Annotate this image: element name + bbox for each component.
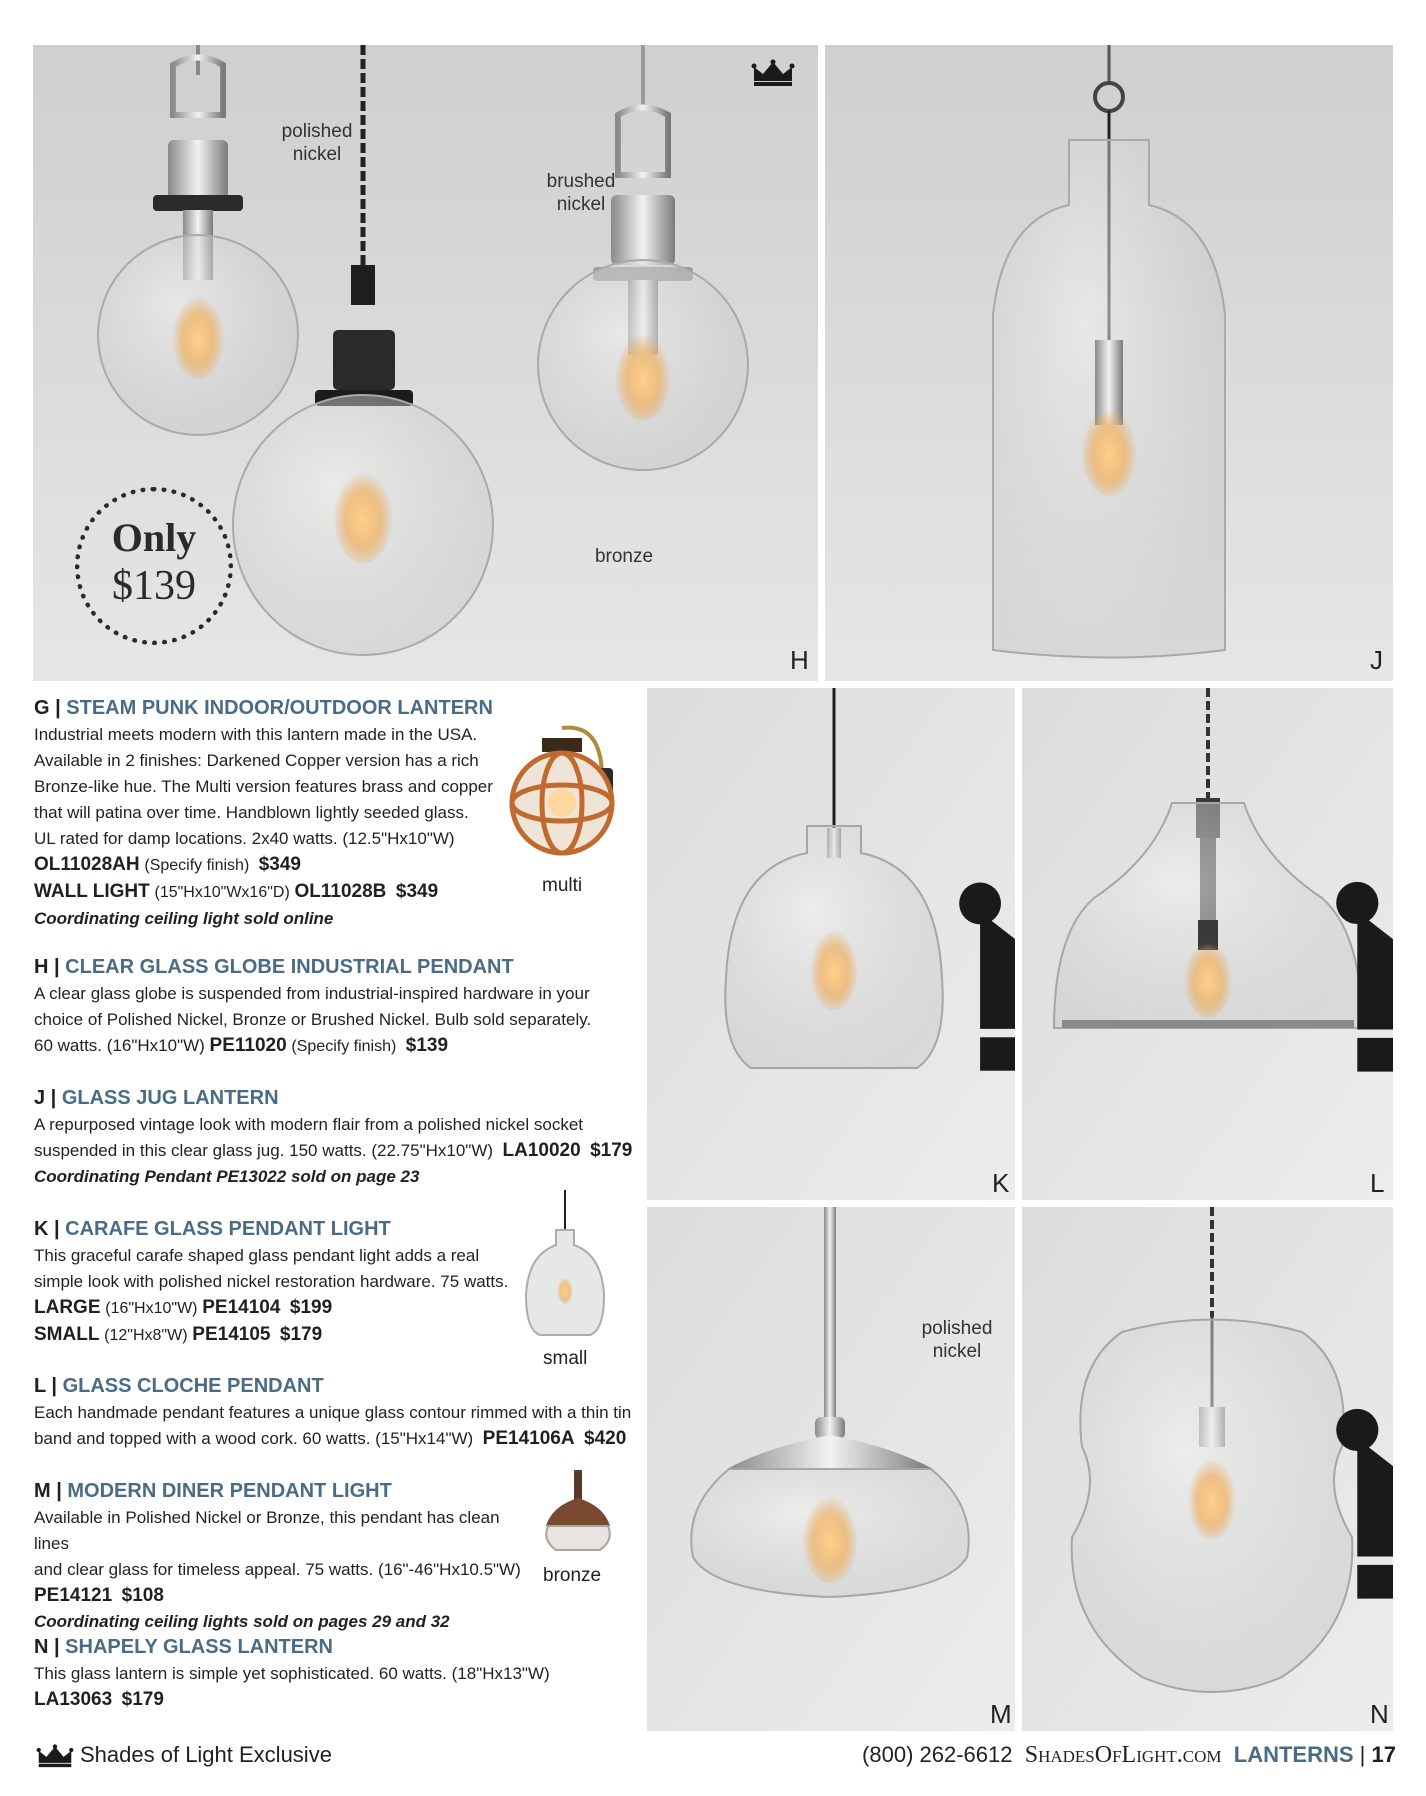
- variant-label: SMALL: [34, 1324, 100, 1345]
- crown-icon: [1332, 706, 1393, 1200]
- finish-label-polished-nickel-m: polished nickel: [921, 1318, 993, 1362]
- product-m: [34, 1477, 534, 1635]
- product-n-desc-line: This glass lantern is simple yet sophisticated. 60 watts. (18"Hx13"W): [34, 1664, 550, 1683]
- photo-k-carafe-pendant: [647, 688, 1015, 1200]
- price: $179: [279, 1324, 323, 1345]
- footer-website[interactable]: ShadesOfLight.com: [1024, 1742, 1222, 1768]
- product-title: CLEAR GLASS GLOBE INDUSTRIAL PENDANT: [65, 956, 514, 978]
- product-letter: K |: [34, 1218, 60, 1240]
- variant-label: WALL LIGHT: [34, 881, 150, 902]
- footer-separator: |: [1359, 1742, 1366, 1767]
- photo-l-cloche-pendant: [1022, 688, 1393, 1200]
- product-h-desc-line: A clear glass globe is suspended from industrial-inspired hardware in your: [34, 984, 590, 1003]
- product-h-desc-line: choice of Polished Nickel, Bronze or Brushed Nickel. Bulb sold separately.: [34, 1010, 592, 1029]
- footer-exclusive-label: Shades of Light Exclusive: [80, 1742, 332, 1767]
- product-title: SHAPELY GLASS LANTERN: [65, 1636, 333, 1658]
- product-n: [34, 1633, 634, 1713]
- footer-page-number: 17: [1371, 1742, 1396, 1767]
- product-k-desc-line: simple look with polished nickel restoration hardware. 75 watts.: [34, 1272, 509, 1291]
- product-g-heading: [34, 694, 494, 722]
- photo-n-shapely-lantern: [1022, 1207, 1393, 1731]
- price: $199: [289, 1297, 333, 1318]
- sku: PE14121: [34, 1585, 113, 1606]
- footer-phone: (800) 262-6612: [862, 1742, 1013, 1767]
- price-badge: [75, 487, 233, 645]
- price: $139: [405, 1035, 449, 1056]
- product-title: MODERN DINER PENDANT LIGHT: [67, 1480, 392, 1502]
- product-l-desc-line: Each handmade pendant features a unique glass contour rimmed with a thin tin: [34, 1403, 632, 1422]
- photo-m-diner-pendant: [647, 1207, 1015, 1731]
- product-m-desc-line: and clear glass for timeless appeal. 75 watts. (16"-46"Hx10.5"W): [34, 1560, 521, 1579]
- product-k-heading: [34, 1215, 514, 1243]
- product-j: [34, 1084, 634, 1190]
- product-g-desc-line: UL rated for damp locations. 2x40 watts. (12.5"Hx10"W): [34, 829, 455, 848]
- crown-icon: [1332, 1227, 1393, 1731]
- product-letter: H |: [34, 956, 60, 978]
- price: $179: [590, 1140, 633, 1161]
- variant-dims: (12"Hx8"W): [104, 1327, 188, 1344]
- product-g-desc-line: that will patina over time. Handblown lightly seeded glass.: [34, 803, 469, 822]
- coordinating-note: Coordinating ceiling light sold online: [34, 909, 334, 928]
- thumb-m-bronze-diner: [540, 1470, 616, 1560]
- footer-right: [862, 1742, 1396, 1769]
- badge-price-text: $139: [112, 563, 196, 609]
- product-l: [34, 1372, 634, 1452]
- finish-label-bronze: bronze: [594, 546, 654, 567]
- variant-label: LARGE: [34, 1297, 101, 1318]
- coordinating-note: Coordinating ceiling lights sold on pages 29 and 32: [34, 1612, 450, 1631]
- product-n-heading: [34, 1633, 634, 1661]
- specs: band and topped with a wood cork. 60 watts. (15"Hx14"W): [34, 1429, 474, 1448]
- photo-letter-j: J: [1370, 645, 1383, 675]
- sku: PE14104: [202, 1297, 281, 1318]
- product-title: STEAM PUNK INDOOR/OUTDOOR LANTERN: [66, 697, 493, 719]
- sku-note: (Specify finish): [291, 1038, 397, 1055]
- photo-letter-k: K: [992, 1168, 1010, 1198]
- variant-dims: (16"Hx10"W): [105, 1300, 198, 1317]
- thumb-label-bronze: bronze: [543, 1565, 602, 1586]
- thumb-k-small-carafe: [520, 1190, 610, 1340]
- product-k: [34, 1215, 514, 1349]
- product-h-heading: [34, 953, 634, 981]
- specs: 60 watts. (16"Hx10"W): [34, 1036, 205, 1055]
- sku: PE14106A: [482, 1428, 575, 1449]
- footer-section: LANTERNS: [1233, 1742, 1354, 1767]
- sku-note: (Specify finish): [144, 857, 250, 874]
- finish-label-brushed-nickel: brushed nickel: [546, 171, 616, 215]
- product-k-desc-line: This graceful carafe shaped glass pendant light adds a real: [34, 1246, 480, 1265]
- crown-icon: [955, 706, 1015, 1200]
- sku: OL11028B: [294, 881, 387, 902]
- coordinating-note: Coordinating Pendant PE13022 sold on page 23: [34, 1167, 420, 1186]
- product-g-desc-line: Bronze-like hue. The Multi version features brass and copper: [34, 777, 493, 796]
- product-j-desc-line: A repurposed vintage look with modern flair from a polished nickel socket: [34, 1115, 584, 1134]
- thumb-label-multi: multi: [542, 875, 583, 896]
- product-letter: N |: [34, 1636, 60, 1658]
- price: $349: [258, 854, 302, 875]
- finish-label-polished-nickel: polished nickel: [281, 121, 353, 165]
- photo-letter-m: M: [990, 1699, 1012, 1729]
- price: $420: [584, 1428, 627, 1449]
- product-g-desc-line: Industrial meets modern with this lantern made in the USA.: [34, 725, 478, 744]
- product-l-heading: [34, 1372, 634, 1400]
- photo-letter-n: N: [1370, 1699, 1389, 1729]
- product-g: [34, 694, 494, 932]
- photo-h-globe-pendants: [33, 45, 818, 681]
- thumb-label-small: small: [543, 1348, 588, 1369]
- crown-icon: [36, 1744, 74, 1768]
- price: $179: [121, 1689, 164, 1710]
- product-g-desc-line: Available in 2 finishes: Darkened Copper version has a rich: [34, 751, 479, 770]
- photo-j-glass-jug: [825, 45, 1393, 681]
- product-letter: G |: [34, 697, 61, 719]
- price: $349: [395, 881, 439, 902]
- product-letter: L |: [34, 1375, 58, 1397]
- product-j-heading: [34, 1084, 634, 1112]
- specs: suspended in this clear glass jug. 150 watts. (22.75"Hx10"W): [34, 1141, 494, 1160]
- sku: LA13063: [34, 1689, 113, 1710]
- product-title: GLASS CLOCHE PENDANT: [62, 1375, 324, 1397]
- product-title: GLASS JUG LANTERN: [61, 1087, 279, 1109]
- product-title: CARAFE GLASS PENDANT LIGHT: [65, 1218, 391, 1240]
- crown-icon: [751, 59, 795, 87]
- sku: OL11028AH: [34, 854, 140, 875]
- thumb-g-multi-lantern: [502, 718, 622, 868]
- photo-letter-l: L: [1370, 1168, 1385, 1198]
- product-letter: J |: [34, 1087, 57, 1109]
- product-h: [34, 953, 634, 1060]
- photo-letter-h: H: [790, 645, 809, 675]
- price: $108: [121, 1585, 164, 1606]
- sku: PE14105: [192, 1324, 271, 1345]
- product-m-desc-line: Available in Polished Nickel or Bronze, this pendant has clean lines: [34, 1508, 500, 1553]
- sku: LA10020: [502, 1140, 581, 1161]
- sku: PE11020: [209, 1035, 287, 1056]
- product-letter: M |: [34, 1480, 62, 1502]
- product-m-heading: [34, 1477, 534, 1505]
- badge-only-text: Only: [111, 515, 197, 560]
- variant-dims: (15"Hx10"Wx16"D): [154, 884, 290, 901]
